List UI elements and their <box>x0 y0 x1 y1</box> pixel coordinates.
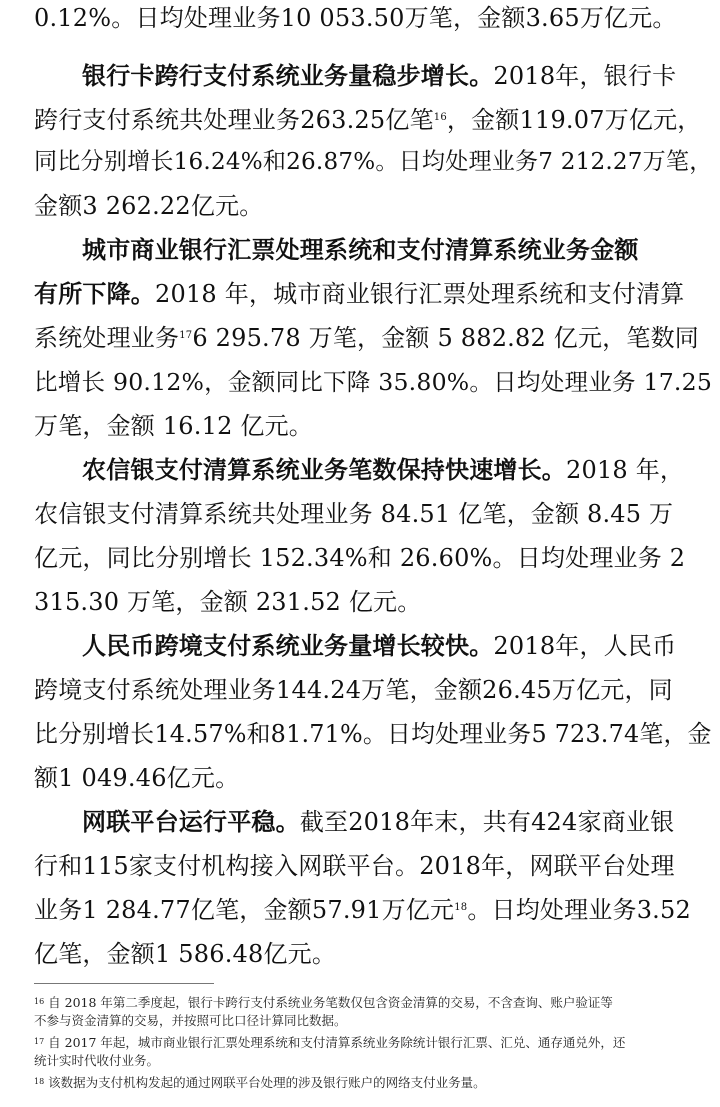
paragraph-line <box>34 278 685 310</box>
text-line: 比增长 90.12%，金额同比下降 35.80%。日均处理业务 17.25 <box>34 368 713 396</box>
paragraph-heading: 人民币跨境支付系统业务量增长较快。 <box>82 632 494 660</box>
text-line: 金额3 262.22亿元。 <box>34 192 264 220</box>
text-span: ，金额119.07万亿元， <box>446 106 702 134</box>
paragraph-line <box>34 894 691 926</box>
footnote-text: 统计实时代收付业务。 <box>34 1053 160 1068</box>
text-line: 额1 049.46亿元。 <box>34 764 240 792</box>
text-line: 万笔，金额 16.12 亿元。 <box>34 412 313 440</box>
text-line: 农信银支付清算系统共处理业务 84.51 亿笔，金额 8.45 万 <box>34 500 674 528</box>
footnote-text: 自 2017 年起，城市商业银行汇票处理系统和支付清算系统业务除统计银行汇票、汇兑、通存通兑外，还 <box>48 1035 626 1050</box>
paragraph-line <box>82 454 684 486</box>
text-line: 315.30 万笔，金额 231.52 亿元。 <box>34 588 422 616</box>
paragraph-heading: 农信银支付清算系统业务笔数保持快速增长。 <box>82 456 566 484</box>
footnote-text: 不参与资金清算的交易，并按照可比口径计算同比数据。 <box>34 1013 347 1028</box>
text-line: 行和115家支付机构接入网联平台。2018年，网联平台处理 <box>34 852 675 880</box>
footnote-ref: 18 <box>454 902 468 913</box>
paragraph-heading: 银行卡跨行支付系统业务量稳步增长。 <box>82 62 494 90</box>
footnote-mark: 18 <box>34 1077 45 1086</box>
text-span: 业务1 284.77亿笔，金额57.91万亿元 <box>34 896 455 924</box>
footnote <box>34 1074 486 1092</box>
footnote-mark: 17 <box>34 1037 45 1046</box>
paragraph-line <box>82 806 674 838</box>
paragraph-line <box>82 60 676 92</box>
paragraph-heading: 网联平台运行平稳。 <box>82 808 300 836</box>
text-span: 。日均处理业务3.52 <box>467 896 691 924</box>
text-line: 亿元，同比分别增长 152.34%和 26.60%。日均处理业务 2 <box>34 544 686 572</box>
text-line: 同比分别增长16.24%和26.87%。日均处理业务7 212.27万笔， <box>34 149 713 175</box>
text-span: 2018年，银行卡 <box>493 62 677 90</box>
paragraph-heading: 城市商业银行汇票处理系统和支付清算系统业务金额 <box>82 236 639 264</box>
text-span: 2018 年，城市商业银行汇票处理系统和支付清算 <box>155 280 685 308</box>
footnote-mark: 16 <box>34 997 45 1006</box>
text-line: 亿笔，金额1 586.48亿元。 <box>34 940 337 968</box>
footnote-ref: 16 <box>433 112 447 123</box>
footnote-text: 该数据为支付机构发起的通过网联平台处理的涉及银行账户的网络支付业务量。 <box>48 1075 486 1090</box>
footnote <box>34 1034 625 1052</box>
footnote-divider <box>34 983 214 984</box>
footnote-ref: 17 <box>179 330 193 341</box>
text-line: 0.12%。日均处理业务10 053.50万笔，金额3.65万亿元。 <box>34 4 677 32</box>
paragraph-heading: 有所下降。 <box>34 280 155 308</box>
text-span: 截至2018年末，共有424家商业银 <box>299 808 675 836</box>
text-line: 比分别增长14.57%和81.71%。日均处理业务5 723.74笔，金 <box>34 720 712 748</box>
text-span: 系统处理业务 <box>34 324 180 352</box>
paragraph-line <box>34 104 701 136</box>
paragraph-line <box>82 630 676 662</box>
text-span: 跨行支付系统共处理业务263.25亿笔 <box>34 106 434 134</box>
paragraph-line <box>34 322 699 354</box>
text-span: 2018年，人民币 <box>493 632 677 660</box>
text-span: 2018 年， <box>566 456 685 484</box>
footnote-text: 自 2018 年第二季度起，银行卡跨行支付系统业务笔数仅包含资金清算的交易，不含查询、账户验证等 <box>48 995 613 1010</box>
footnote <box>34 994 613 1012</box>
text-line: 跨境支付系统处理业务144.24万笔，金额26.45万亿元，同 <box>34 676 673 704</box>
text-span: 6 295.78 万笔，金额 5 882.82 亿元，笔数同 <box>192 324 699 352</box>
